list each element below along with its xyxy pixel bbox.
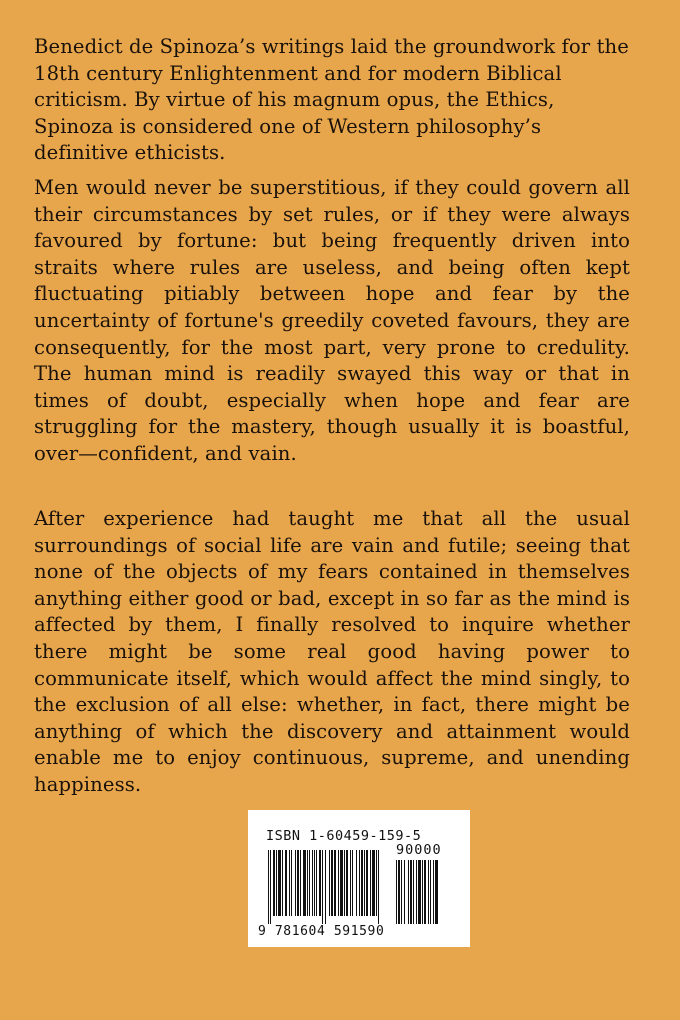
barcode-bar xyxy=(350,850,351,916)
ean-barcode-bars xyxy=(268,850,386,924)
barcode-bar xyxy=(329,850,330,916)
barcode-bar xyxy=(300,850,301,916)
barcode-bar xyxy=(278,850,281,916)
barcode-bar xyxy=(312,850,313,916)
barcode-bar xyxy=(376,850,377,916)
barcode-bar xyxy=(356,850,357,916)
barcode-bar xyxy=(428,860,429,924)
barcode-bar xyxy=(410,860,412,924)
barcode-bar xyxy=(370,850,371,916)
barcode-bar xyxy=(322,850,323,924)
barcode-bar xyxy=(364,850,365,916)
barcode-bar xyxy=(316,850,317,916)
barcode-bar xyxy=(404,860,405,924)
isbn-label: ISBN 1-60459-159-5 xyxy=(266,828,422,844)
barcode-bar xyxy=(325,850,326,924)
excerpt-paragraph-happiness: After experience had taught me that all the usual surroundings of social life are vain and futile; seeing that none of the objects of my fears contained in themselves anything either good or bad, except in so far as the mind is affected by them, I finally resolved to inquire whether there might be some real good having power to communicate itself, which would affect the mind singly, to the exclusion of all else: whether, in fact, there might be anything of which the discovery and attainment would enable me to enjoy continuous, supreme, and unending happiness. xyxy=(34,507,630,796)
barcode-bar xyxy=(422,860,423,924)
barcode-bar xyxy=(331,850,333,916)
barcode-bar xyxy=(361,850,363,916)
barcode-bar xyxy=(344,850,345,916)
excerpt-paragraph-superstition: Men would never be superstitious, if they could govern all their circumstances by set rules, or if they were always favoured by fortune: but being frequently driven into straits where rules are useless, and being often kept fluctuating pitiably between hope and fear by the uncertainty of fortune's greedily coveted favours, they are consequently, for the most part, very prone to credulity. The human mind is readily swayed this way or that in times of doubt, especially when hope and fear are struggling for the mastery, though usually it is boastful, over—confident, and vain. xyxy=(34,176,630,465)
barcode-bar xyxy=(433,860,434,924)
barcode-bar xyxy=(309,850,310,916)
barcode-bar xyxy=(338,850,339,916)
barcode-bar xyxy=(378,850,379,924)
barcode-bar xyxy=(408,860,409,924)
barcode-bar xyxy=(435,860,438,924)
barcode-bar xyxy=(424,860,426,924)
barcode-bar xyxy=(303,850,306,916)
barcode-bar xyxy=(430,860,431,924)
barcode-bar xyxy=(319,850,321,916)
isbn-barcode-box xyxy=(248,810,470,947)
barcode-bar xyxy=(413,860,414,924)
barcode-bar xyxy=(295,850,296,916)
barcode-bar xyxy=(289,850,290,916)
barcode-bar xyxy=(297,850,299,916)
barcode-bar xyxy=(285,850,287,916)
barcode-bar xyxy=(418,860,421,924)
author-blurb-paragraph: Benedict de Spinoza’s writings laid the groundwork for the 18th century Enlightenment and for modern Biblical criticism. By virtue of his magnum opus, the Ethics, Spinoza is considered one of Western philosophy’s definitive ethicists. xyxy=(34,35,629,165)
barcode-bar xyxy=(401,860,402,924)
barcode-bar xyxy=(270,850,271,924)
barcode-bar xyxy=(291,850,292,916)
barcode-bar xyxy=(352,850,353,916)
barcode-bar xyxy=(398,860,400,924)
barcode-bar xyxy=(359,850,360,916)
barcode-bar xyxy=(282,850,283,916)
barcode-bar xyxy=(314,850,315,916)
barcode-bar xyxy=(416,860,417,924)
barcode-bar xyxy=(276,850,277,916)
barcode-bar xyxy=(340,850,343,916)
price-code-label: 90000 xyxy=(396,842,442,858)
barcode-bar xyxy=(346,850,348,916)
barcode-bar xyxy=(334,850,336,916)
barcode-bar xyxy=(307,850,308,916)
barcode-bar xyxy=(396,860,397,924)
barcode-bar xyxy=(366,850,368,916)
barcode-bar xyxy=(268,850,269,924)
ean-digits: 9 781604 591590 xyxy=(258,924,385,939)
barcode-bar xyxy=(372,850,375,916)
barcode-bar xyxy=(273,850,275,916)
price-addon-barcode-bars xyxy=(396,860,456,924)
